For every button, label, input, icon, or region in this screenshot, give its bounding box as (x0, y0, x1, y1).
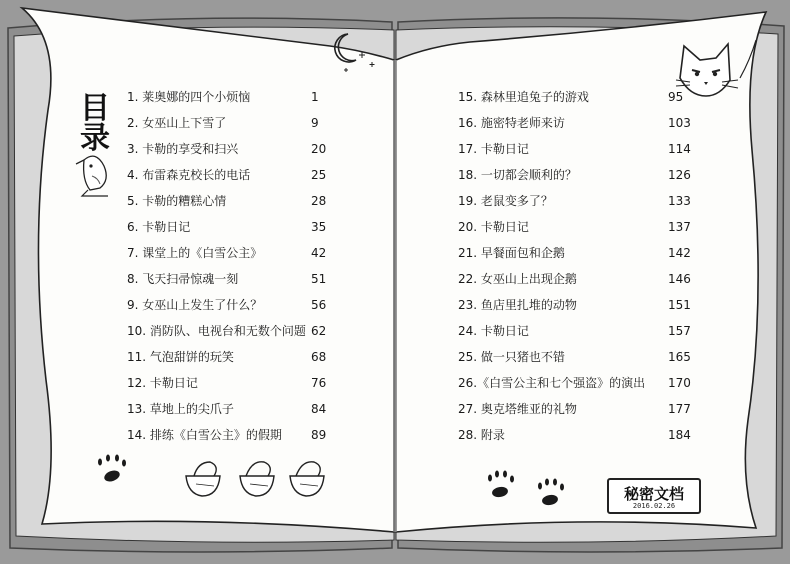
toc-entry[interactable] (458, 115, 690, 141)
toc-entry[interactable] (458, 297, 690, 323)
toc-entry-page: 25 (311, 168, 327, 182)
toc-entry-title: 23. 鱼店里扎堆的动物 (458, 298, 577, 312)
toc-entry[interactable] (127, 141, 327, 167)
toc-entry[interactable] (458, 401, 690, 427)
toc-entry-page: 165 (668, 350, 691, 364)
toc-entry-title: 8. 飞天扫帚惊魂一刻 (127, 272, 239, 286)
toc-entry-page: 76 (311, 376, 327, 390)
toc-entry-page: 35 (311, 220, 327, 234)
toc-entry-page: 62 (311, 324, 327, 338)
toc-entry-page: 51 (311, 272, 327, 286)
toc-entry-page: 42 (311, 246, 327, 260)
toc-entry-title: 27. 奥克塔维亚的礼物 (458, 402, 577, 416)
toc-entry-page: 9 (311, 116, 319, 130)
toc-entry[interactable] (127, 115, 327, 141)
toc-entry-title: 2. 女巫山上下雪了 (127, 116, 227, 130)
toc-entry-title: 17. 卡勒日记 (458, 142, 529, 156)
toc-entry-page: 68 (311, 350, 327, 364)
toc-entry-page: 56 (311, 298, 327, 312)
toc-entry-title: 26.《白雪公主和七个强盗》的演出 (458, 376, 646, 390)
toc-entry-title: 15. 森林里追兔子的游戏 (458, 90, 589, 104)
toc-entry[interactable] (458, 89, 690, 115)
toc-entry-page: 126 (668, 168, 691, 182)
toc-entry-page: 1 (311, 90, 319, 104)
toc-entry[interactable] (458, 427, 690, 453)
toc-entry-page: 142 (668, 246, 691, 260)
toc-entry[interactable] (127, 349, 327, 375)
toc-entry-title: 6. 卡勒日记 (127, 220, 191, 234)
toc-entry-page: 157 (668, 324, 691, 338)
toc-entry-title: 14. 排练《白雪公主》的假期 (127, 428, 282, 442)
secret-document-stamp (607, 478, 701, 514)
toc-entry[interactable] (127, 297, 327, 323)
toc-entry-page: 137 (668, 220, 691, 234)
toc-entry[interactable] (127, 271, 327, 297)
toc-entry-page: 184 (668, 428, 691, 442)
toc-entry-page: 146 (668, 272, 691, 286)
toc-entry-page: 95 (668, 90, 684, 104)
toc-entry[interactable] (458, 167, 690, 193)
toc-entry-title: 25. 做一只猪也不错 (458, 350, 565, 364)
toc-left-column (127, 89, 327, 453)
toc-entry[interactable] (127, 401, 327, 427)
toc-entry-title: 12. 卡勒日记 (127, 376, 198, 390)
toc-heading-char-2: 录 (80, 121, 110, 156)
toc-entry-page: 89 (311, 428, 327, 442)
toc-entry[interactable] (127, 375, 327, 401)
toc-entry[interactable] (127, 219, 327, 245)
toc-entry-title: 1. 莱奥娜的四个小烦恼 (127, 90, 251, 104)
toc-entry[interactable] (458, 193, 690, 219)
toc-entry-page: 133 (668, 194, 691, 208)
toc-entry-title: 4. 布雷森克校长的电话 (127, 168, 251, 182)
toc-entry[interactable] (127, 427, 327, 453)
toc-entry[interactable] (458, 271, 690, 297)
toc-entry[interactable] (127, 323, 327, 349)
toc-entry-page: 28 (311, 194, 327, 208)
toc-entry[interactable] (127, 89, 327, 115)
toc-entry-title: 22. 女巫山上出现企鹅 (458, 272, 577, 286)
toc-entry-title: 13. 草地上的尖爪子 (127, 402, 234, 416)
toc-heading-char-1: 目 (80, 91, 110, 126)
toc-entry-title: 21. 早餐面包和企鹅 (458, 246, 565, 260)
toc-entry-title: 9. 女巫山上发生了什么？ (127, 298, 263, 312)
toc-entry-title: 5. 卡勒的糟糕心情 (127, 194, 227, 208)
toc-entry-page: 151 (668, 298, 691, 312)
toc-entry-page: 114 (668, 142, 691, 156)
toc-entry[interactable] (127, 245, 327, 271)
toc-entry[interactable] (458, 245, 690, 271)
toc-entry-title: 16. 施密特老师来访 (458, 116, 565, 130)
toc-entry-page: 170 (668, 376, 691, 390)
toc-entry-title: 20. 卡勒日记 (458, 220, 529, 234)
toc-entry[interactable] (458, 349, 690, 375)
toc-entry[interactable] (127, 193, 327, 219)
toc-entry-title: 19. 老鼠变多了？ (458, 194, 553, 208)
toc-entry-title: 7. 课堂上的《白雪公主》 (127, 246, 263, 260)
toc-entry-page: 84 (311, 402, 327, 416)
toc-entry[interactable] (458, 219, 690, 245)
toc-entry[interactable] (458, 323, 690, 349)
toc-right-column (458, 89, 690, 453)
toc-entry-title: 28. 附录 (458, 428, 505, 442)
stamp-date: 2016.02.26 (632, 502, 676, 510)
toc-entry-page: 177 (668, 402, 691, 416)
toc-entry-title: 24. 卡勒日记 (458, 324, 529, 338)
toc-entry[interactable] (458, 141, 690, 167)
toc-entry-page: 20 (311, 142, 327, 156)
toc-entry-title: 18. 一切都会顺利的？ (458, 168, 577, 182)
toc-entry-title: 3. 卡勒的享受和扫兴 (127, 142, 239, 156)
toc-entry[interactable] (127, 167, 327, 193)
toc-entry[interactable] (458, 375, 690, 401)
stamp-title: 秘密文档 (623, 485, 684, 503)
toc-entry-title: 10. 消防队、电视台和无数个问题 (127, 324, 306, 338)
toc-entry-title: 11. 气泡甜饼的玩笑 (127, 350, 234, 364)
toc-entry-page: 103 (668, 116, 691, 130)
